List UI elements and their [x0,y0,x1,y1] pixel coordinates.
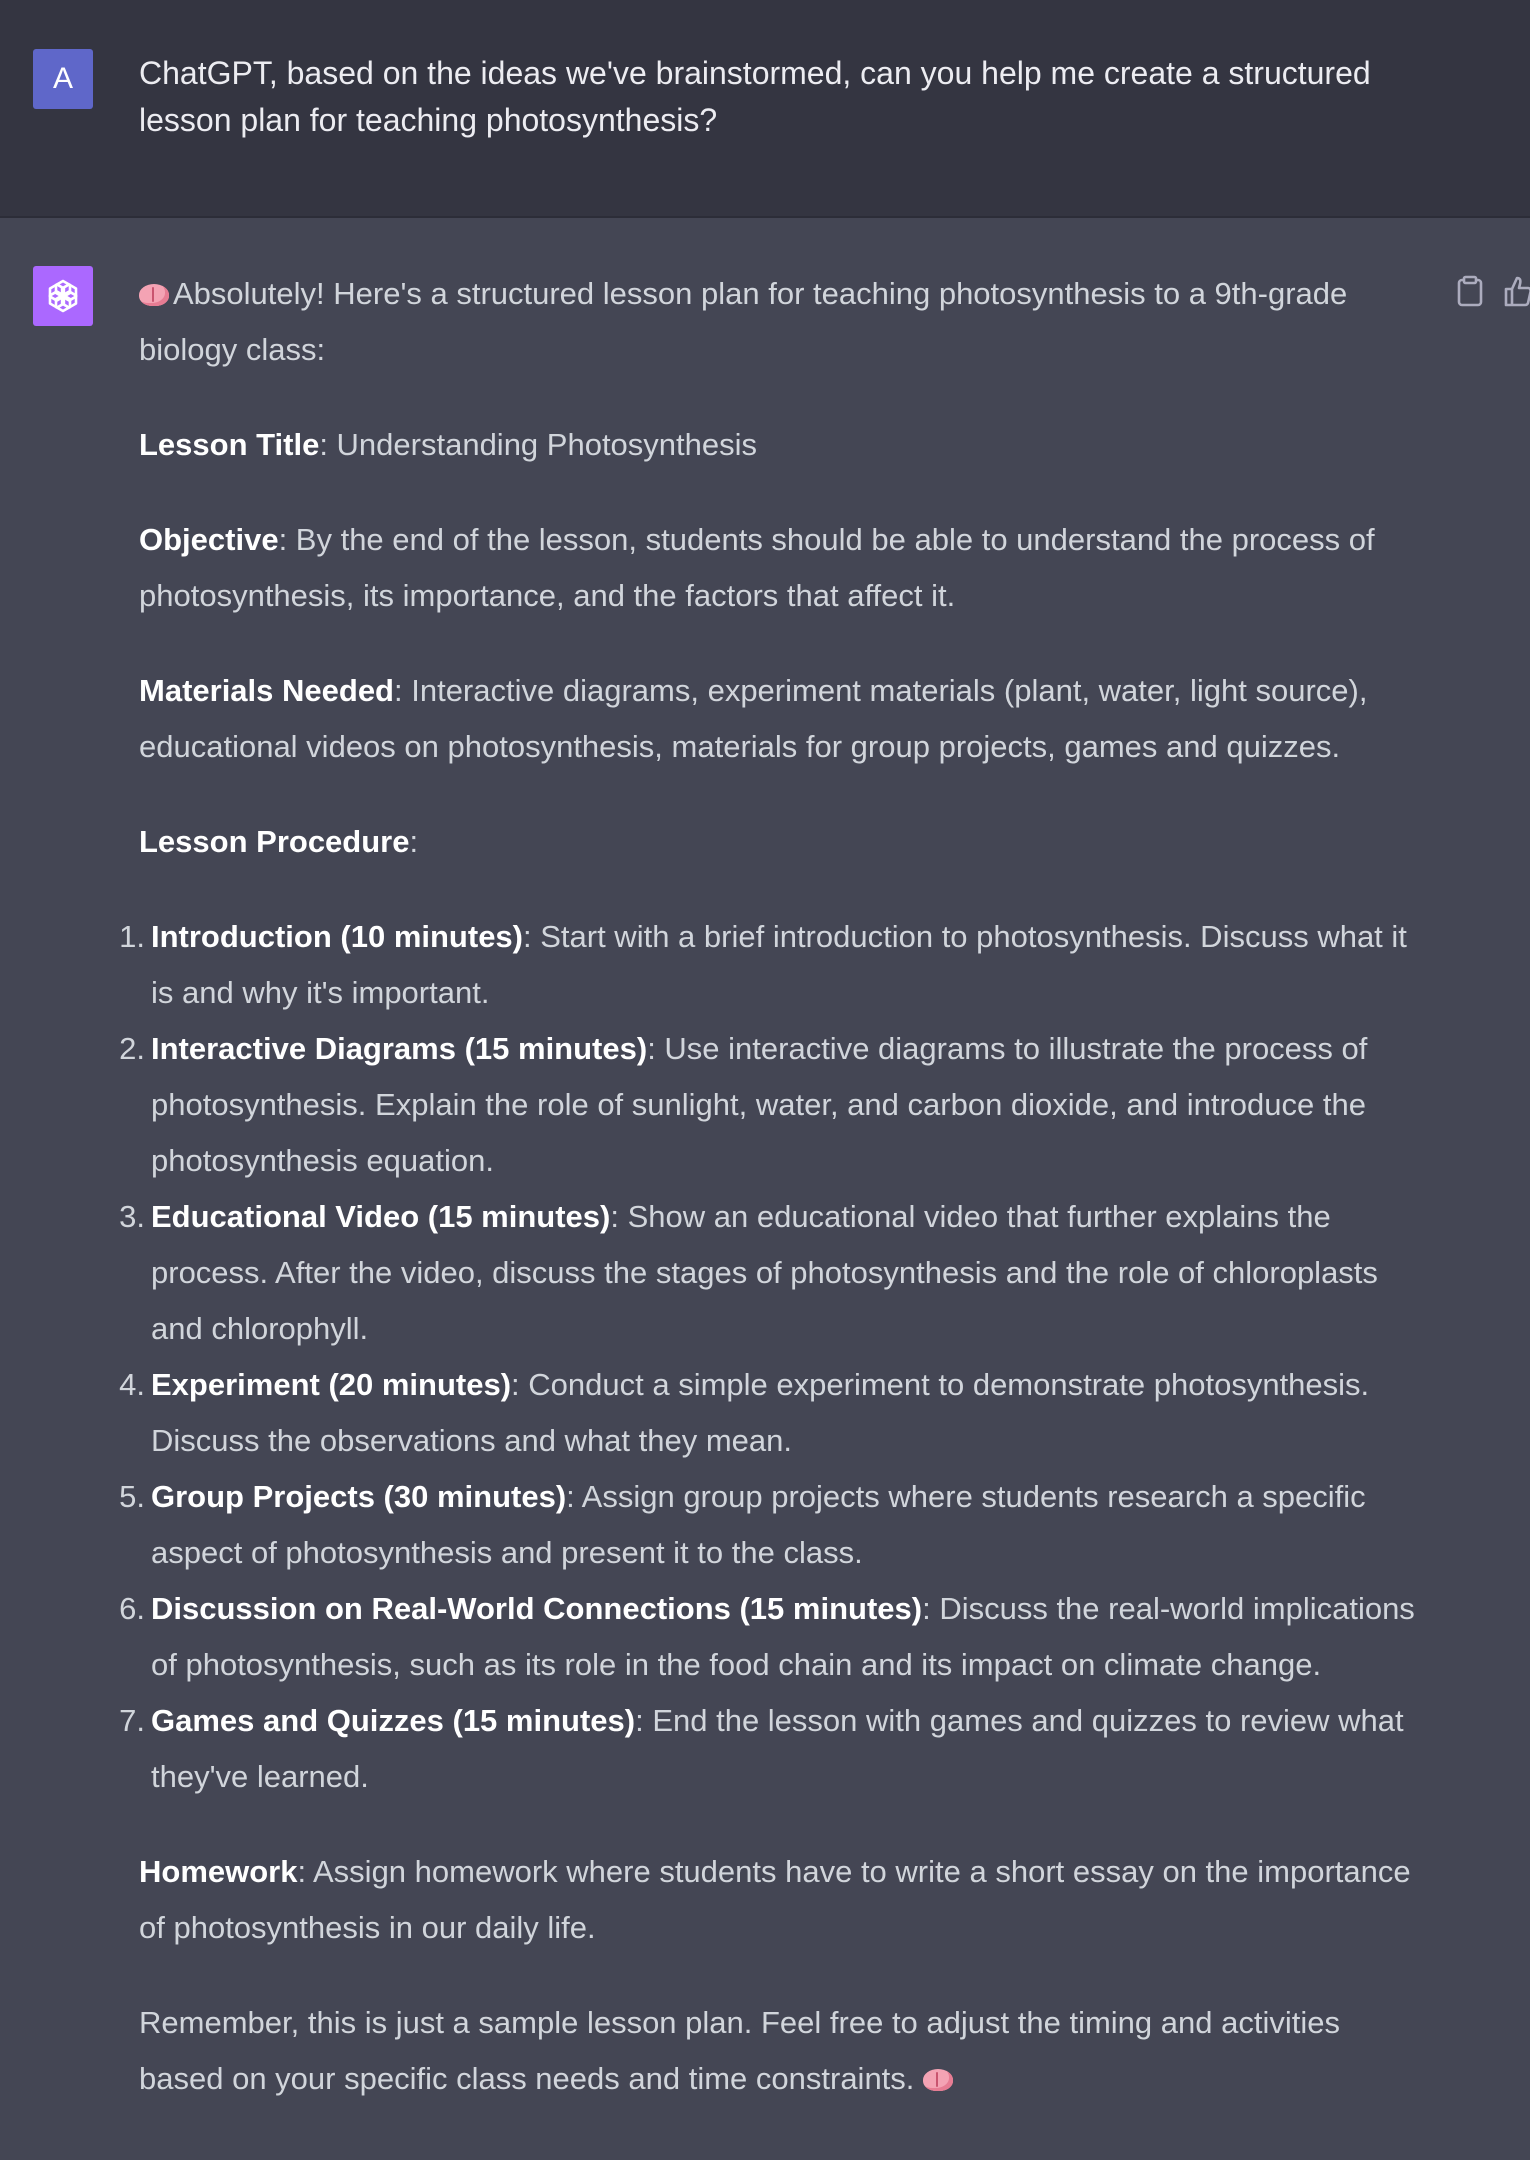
lesson-title-paragraph [139,417,1429,473]
procedure-colon: : [409,824,419,859]
step-text: : Discuss the real-world implications of photosynthesis, such as its role in the food chain and its impact on climate change. [151,1591,1415,1682]
lesson-title-label: Lesson Title [139,427,320,462]
closing-text: Remember, this is just a sample lesson plan. Feel free to adjust the timing and activities based on your specific class needs and time constraints. [139,2005,1340,2096]
step-title: Educational Video (15 minutes) [151,1199,611,1234]
step-text: : Use interactive diagrams to illustrate the process of photosynthesis. Explain the role of sunlight, water, and carbon dioxide, and introduce the photosynthesis equation. [151,1031,1368,1178]
assistant-avatar [33,266,93,326]
list-item [119,1189,1429,1357]
list-item [119,1357,1429,1469]
procedure-heading [139,814,1429,870]
objective-value: : By the end of the lesson, students should be able to understand the process of photosynthesis, its importance, and the factors that affect it. [139,522,1375,613]
procedure-label: Lesson Procedure [139,824,410,859]
step-text: : Assign group projects where students research a specific aspect of photosynthesis and present it to the class. [151,1479,1366,1570]
step-text: : Show an educational video that further explains the process. After the video, discuss the stages of photosynthesis and the role of chloroplasts and chlorophyll. [151,1199,1378,1346]
brain-emoji-icon [139,284,169,306]
step-text: : Conduct a simple experiment to demonstrate photosynthesis. Discuss the observations and what they mean. [151,1367,1370,1458]
objective-label: Objective [139,522,279,557]
message-actions [1455,274,1530,308]
intro-paragraph [139,266,1429,378]
homework-paragraph [139,1844,1429,1956]
materials-paragraph [139,663,1429,775]
step-title: Discussion on Real-World Connections (15 minutes) [151,1591,923,1626]
list-item [119,1469,1429,1581]
closing-paragraph [139,1995,1429,2107]
step-text: : End the lesson with games and quizzes to review what they've learned. [151,1703,1404,1794]
step-number: 7. [119,1703,145,1738]
step-number: 2. [119,1031,145,1066]
list-item [119,909,1429,1021]
materials-label: Materials Needed [139,673,394,708]
step-number: 1. [119,919,145,954]
clipboard-icon[interactable] [1455,274,1485,308]
step-title: Games and Quizzes (15 minutes) [151,1703,636,1738]
materials-value: : Interactive diagrams, experiment materials (plant, water, light source), educational videos on photosynthesis, materials for group projects, games and quizzes. [139,673,1368,764]
step-title: Group Projects (30 minutes) [151,1479,567,1514]
list-item [119,1693,1429,1805]
step-title: Introduction (10 minutes) [151,919,523,954]
user-avatar [33,49,93,109]
assistant-message-content [119,266,1429,2146]
homework-label: Homework [139,1854,298,1889]
intro-text: Absolutely! Here's a structured lesson plan for teaching photosynthesis to a 9th-grade biology class: [139,276,1348,367]
step-number: 4. [119,1367,145,1402]
user-message-row [0,0,1530,218]
step-title: Interactive Diagrams (15 minutes) [151,1031,648,1066]
thumbs-up-icon[interactable] [1503,274,1530,308]
procedure-list [119,909,1429,1805]
user-message-text: ChatGPT, based on the ideas we've brainstormed, can you help me create a structured lesson plan for teaching photosynthesis? [139,55,1371,138]
brain-emoji-icon [923,2069,953,2091]
step-text: : Start with a brief introduction to photosynthesis. Discuss what it is and why it's important. [151,919,1407,1010]
step-number: 6. [119,1591,145,1626]
user-avatar-letter: A [52,62,73,95]
openai-logo-icon [42,275,84,317]
list-item [119,1581,1429,1693]
step-title: Experiment (20 minutes) [151,1367,512,1402]
lesson-title-value: : Understanding Photosynthesis [319,427,758,462]
step-number: 5. [119,1479,145,1514]
assistant-message-row [0,218,1530,2160]
step-number: 3. [119,1199,145,1234]
objective-paragraph [139,512,1429,624]
homework-value: : Assign homework where students have to write a short essay on the importance of photosynthesis in our daily life. [139,1854,1411,1945]
list-item [119,1021,1429,1189]
